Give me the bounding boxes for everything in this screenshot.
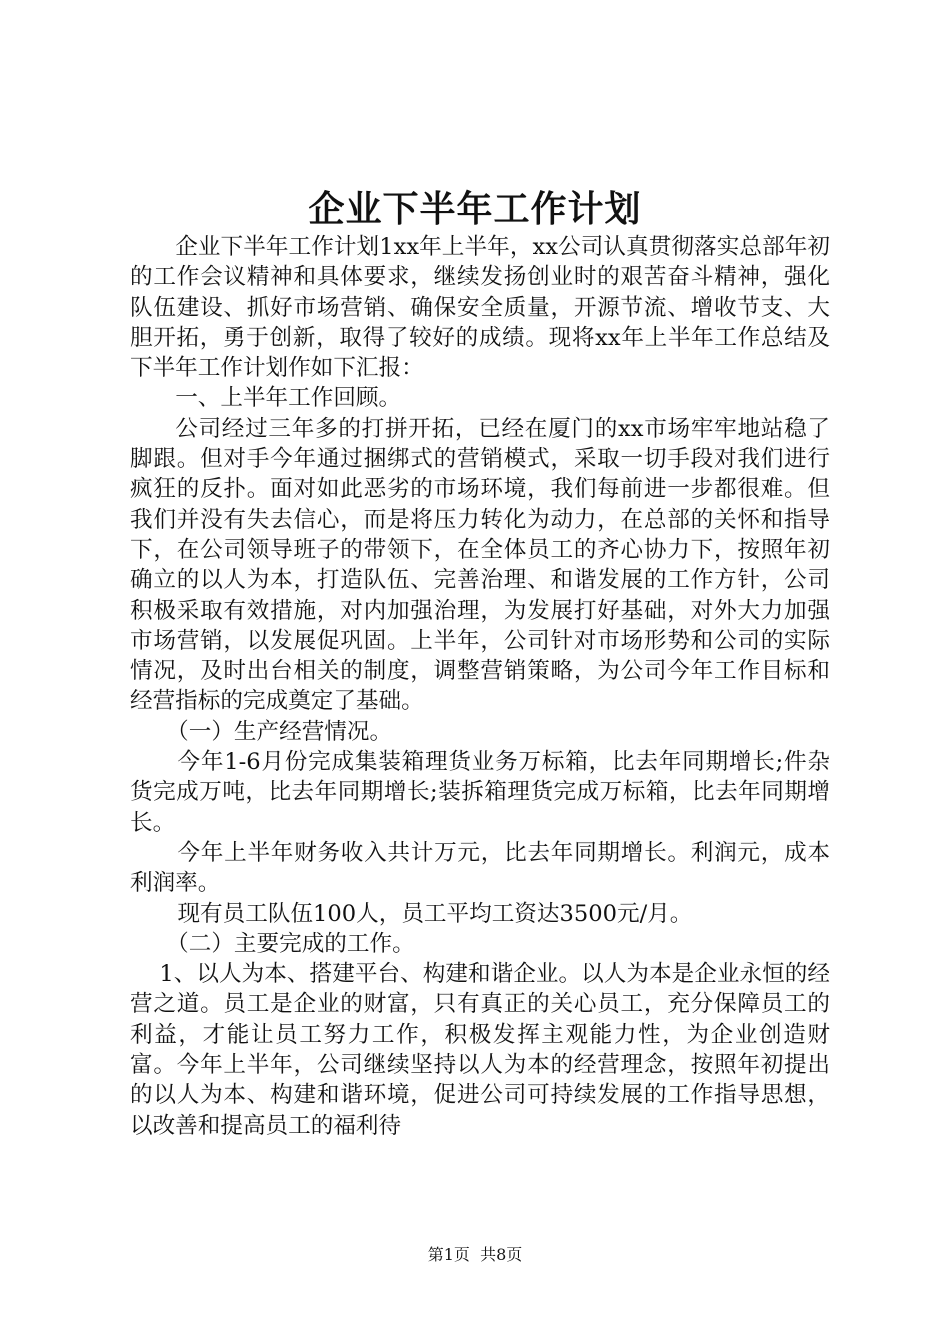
paragraph-review: 公司经过三年多的打拼开拓，已经在厦门的xx市场牢牢地站稳了脚跟。但对手今年通过捆绑式的营销模式，采取一切手段对我们进行疯狂的反扑。面对如此恶劣的市场环境，我们每前进一步都很难。但我们并没有失去信心，而是将压力转化为动力，在总部的关怀和指导下，在公司领导班子的带领下，在全体员工的齐心协力下，按照年初确立的以人为本，打造队伍、完善治理、和谐发展的工作方针，公司积极采取有效措施，对内加强治理，为发展打好基础，对外大力加强市场营销，以发展促巩固。上半年，公司针对市场形势和公司的实际情况，及时出台相关的制度，调整营销策略，为公司今年工作目标和经营指标的完成奠定了基础。 bbox=[130, 415, 830, 715]
page-number-label: 第1页 共8页 bbox=[427, 1245, 523, 1264]
document-body bbox=[130, 232, 830, 1141]
paragraph-intro: 企业下半年工作计划1xx年上半年，xx公司认真贯彻落实总部年初的工作会议精神和具体要求，继续发扬创业时的艰苦奋斗精神，强化队伍建设、抓好市场营销、确保安全质量，开源节流、增收节支、大胆开拓，勇于创新，取得了较好的成绩。现将xx年上半年工作总结及下半年工作计划作如下汇报： bbox=[130, 234, 830, 382]
page-footer bbox=[0, 1245, 950, 1265]
paragraph-people-oriented: 1、以人为本、搭建平台、构建和谐企业。以人为本是企业永恒的经营之道。员工是企业的财富，只有真正的关心员工，充分保障员工的利益，才能让员工努力工作，积极发挥主观能力性，为企业创造财富。今年上半年，公司继续坚持以人为本的经营理念，按照年初提出的以人为本、构建和谐环境，促进公司可持续发展的工作指导思想，以改善和提高员工的福利待 bbox=[130, 961, 830, 1139]
heading-first-half-review: 一、上半年工作回顾。 bbox=[175, 385, 402, 412]
heading-production-operation: （一）生产经营情况。 bbox=[166, 718, 393, 745]
document-title: 企业下半年工作计划 bbox=[308, 188, 642, 230]
paragraph-production-figures: 今年1-6月份完成集装箱理货业务万标箱，比去年同期增长;件杂货完成万吨，比去年同期增长;装拆箱理货完成万标箱，比去年同期增长。 bbox=[130, 749, 830, 836]
heading-main-work: （二）主要完成的工作。 bbox=[166, 930, 415, 957]
paragraph-financial-figures: 今年上半年财务收入共计万元，比去年同期增长。利润元，成本利润率。 bbox=[130, 839, 830, 897]
paragraph-staff-figures: 现有员工队伍100人，员工平均工资达3500元/月。 bbox=[177, 900, 693, 927]
